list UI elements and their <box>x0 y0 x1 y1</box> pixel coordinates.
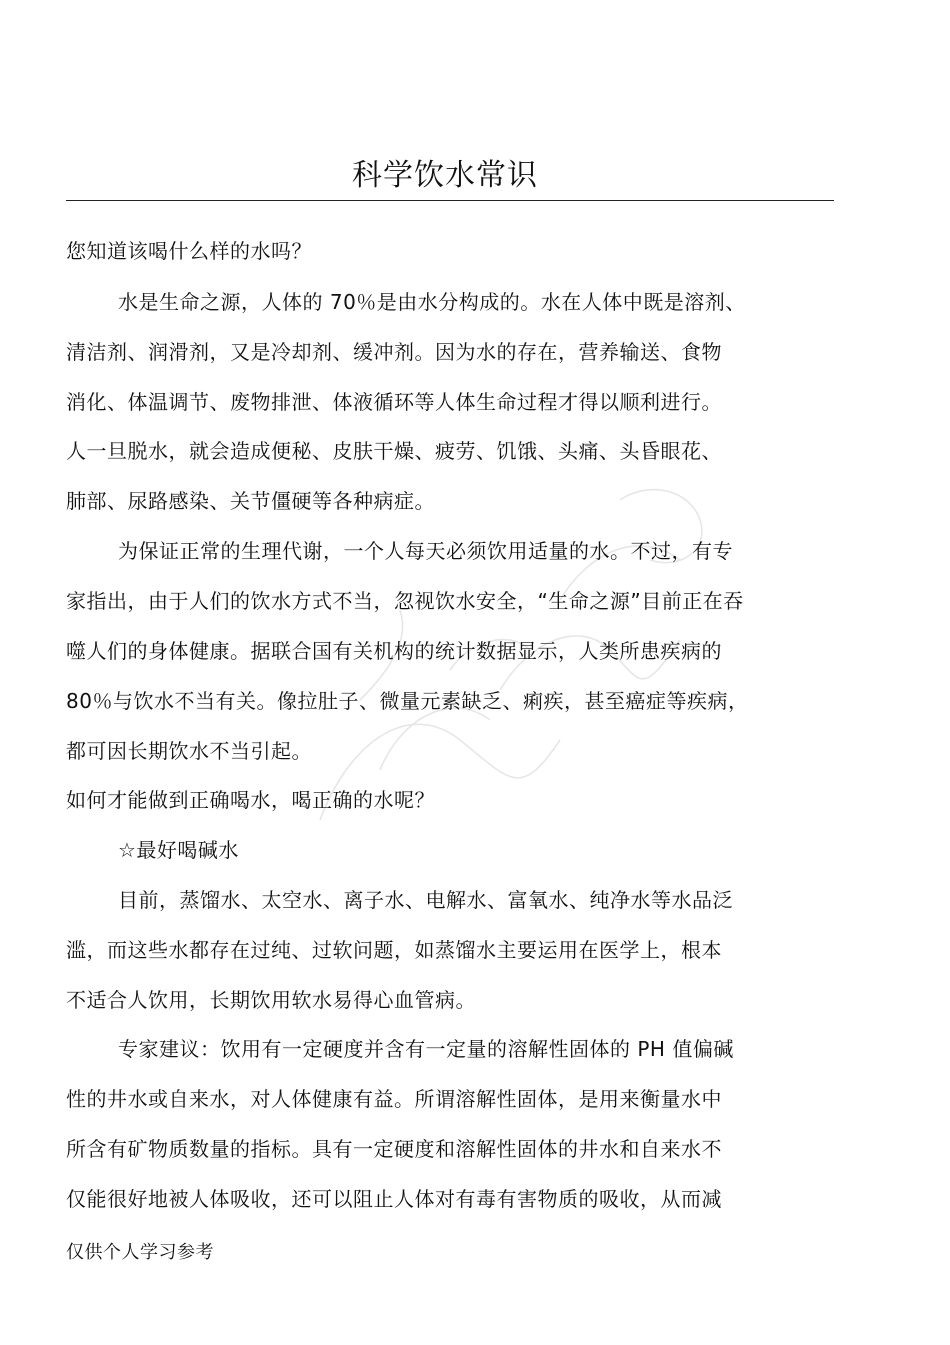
paragraph-line: 清洁剂、润滑剂，又是冷却剂、缓冲剂。因为水的存在，营养输送、食物 <box>66 340 722 364</box>
paragraph-line: 专家建议：饮用有一定硬度并含有一定量的溶解性固体的 PH 值偏碱 <box>118 1037 734 1061</box>
paragraph-line: 为保证正常的生理代谢，一个人每天必须饮用适量的水。不过，有专 <box>118 539 733 563</box>
paragraph-line: 性的井水或自来水，对人体健康有益。所谓溶解性固体，是用来衡量水中 <box>66 1087 722 1111</box>
paragraph-line: 人一旦脱水，就会造成便秘、皮肤干燥、疲劳、饥饿、头痛、头昏眼花、 <box>66 439 722 463</box>
page-footer: 仅供个人学习参考 <box>66 1242 214 1263</box>
question-heading: 如何才能做到正确喝水，喝正确的水呢？ <box>66 788 435 812</box>
paragraph-line: 仅能很好地被人体吸收，还可以阻止人体对有毒有害物质的吸收，从而减 <box>66 1187 722 1211</box>
paragraph-line: 噬人们的身体健康。据联合国有关机构的统计数据显示，人类所患疾病的 <box>66 639 722 663</box>
title-divider <box>66 200 834 201</box>
paragraph-line: 都可因长期饮水不当引起。 <box>66 739 312 763</box>
paragraph-line: 滥，而这些水都存在过纯、过软问题，如蒸馏水主要运用在医学上，根本 <box>66 938 722 962</box>
paragraph-line: 目前，蒸馏水、太空水、离子水、电解水、富氧水、纯净水等水品泛 <box>118 888 733 912</box>
question-heading: 您知道该喝什么样的水吗？ <box>66 239 312 263</box>
paragraph-line: 所含有矿物质数量的指标。具有一定硬度和溶解性固体的井水和自来水不 <box>66 1137 722 1161</box>
section-heading: ☆最好喝碱水 <box>118 838 239 862</box>
paragraph-line: 80％与饮水不当有关。像拉肚子、微量元素缺乏、痢疾，甚至癌症等疾病， <box>66 689 749 713</box>
paragraph-line: 肺部、尿路感染、关节僵硬等各种病症。 <box>66 489 435 513</box>
paragraph-line: 水是生命之源，人体的 70％是由水分构成的。水在人体中既是溶剂、 <box>118 290 746 314</box>
paragraph-line: 不适合人饮用，长期饮用软水易得心血管病。 <box>66 988 476 1012</box>
paragraph-line: 家指出，由于人们的饮水方式不当，忽视饮水安全，“生命之源”目前正在吞 <box>66 589 744 613</box>
paragraph-line: 消化、体温调节、废物排泄、体液循环等人体生命过程才得以顺利进行。 <box>66 390 722 414</box>
page-title: 科学饮水常识 <box>352 158 538 193</box>
